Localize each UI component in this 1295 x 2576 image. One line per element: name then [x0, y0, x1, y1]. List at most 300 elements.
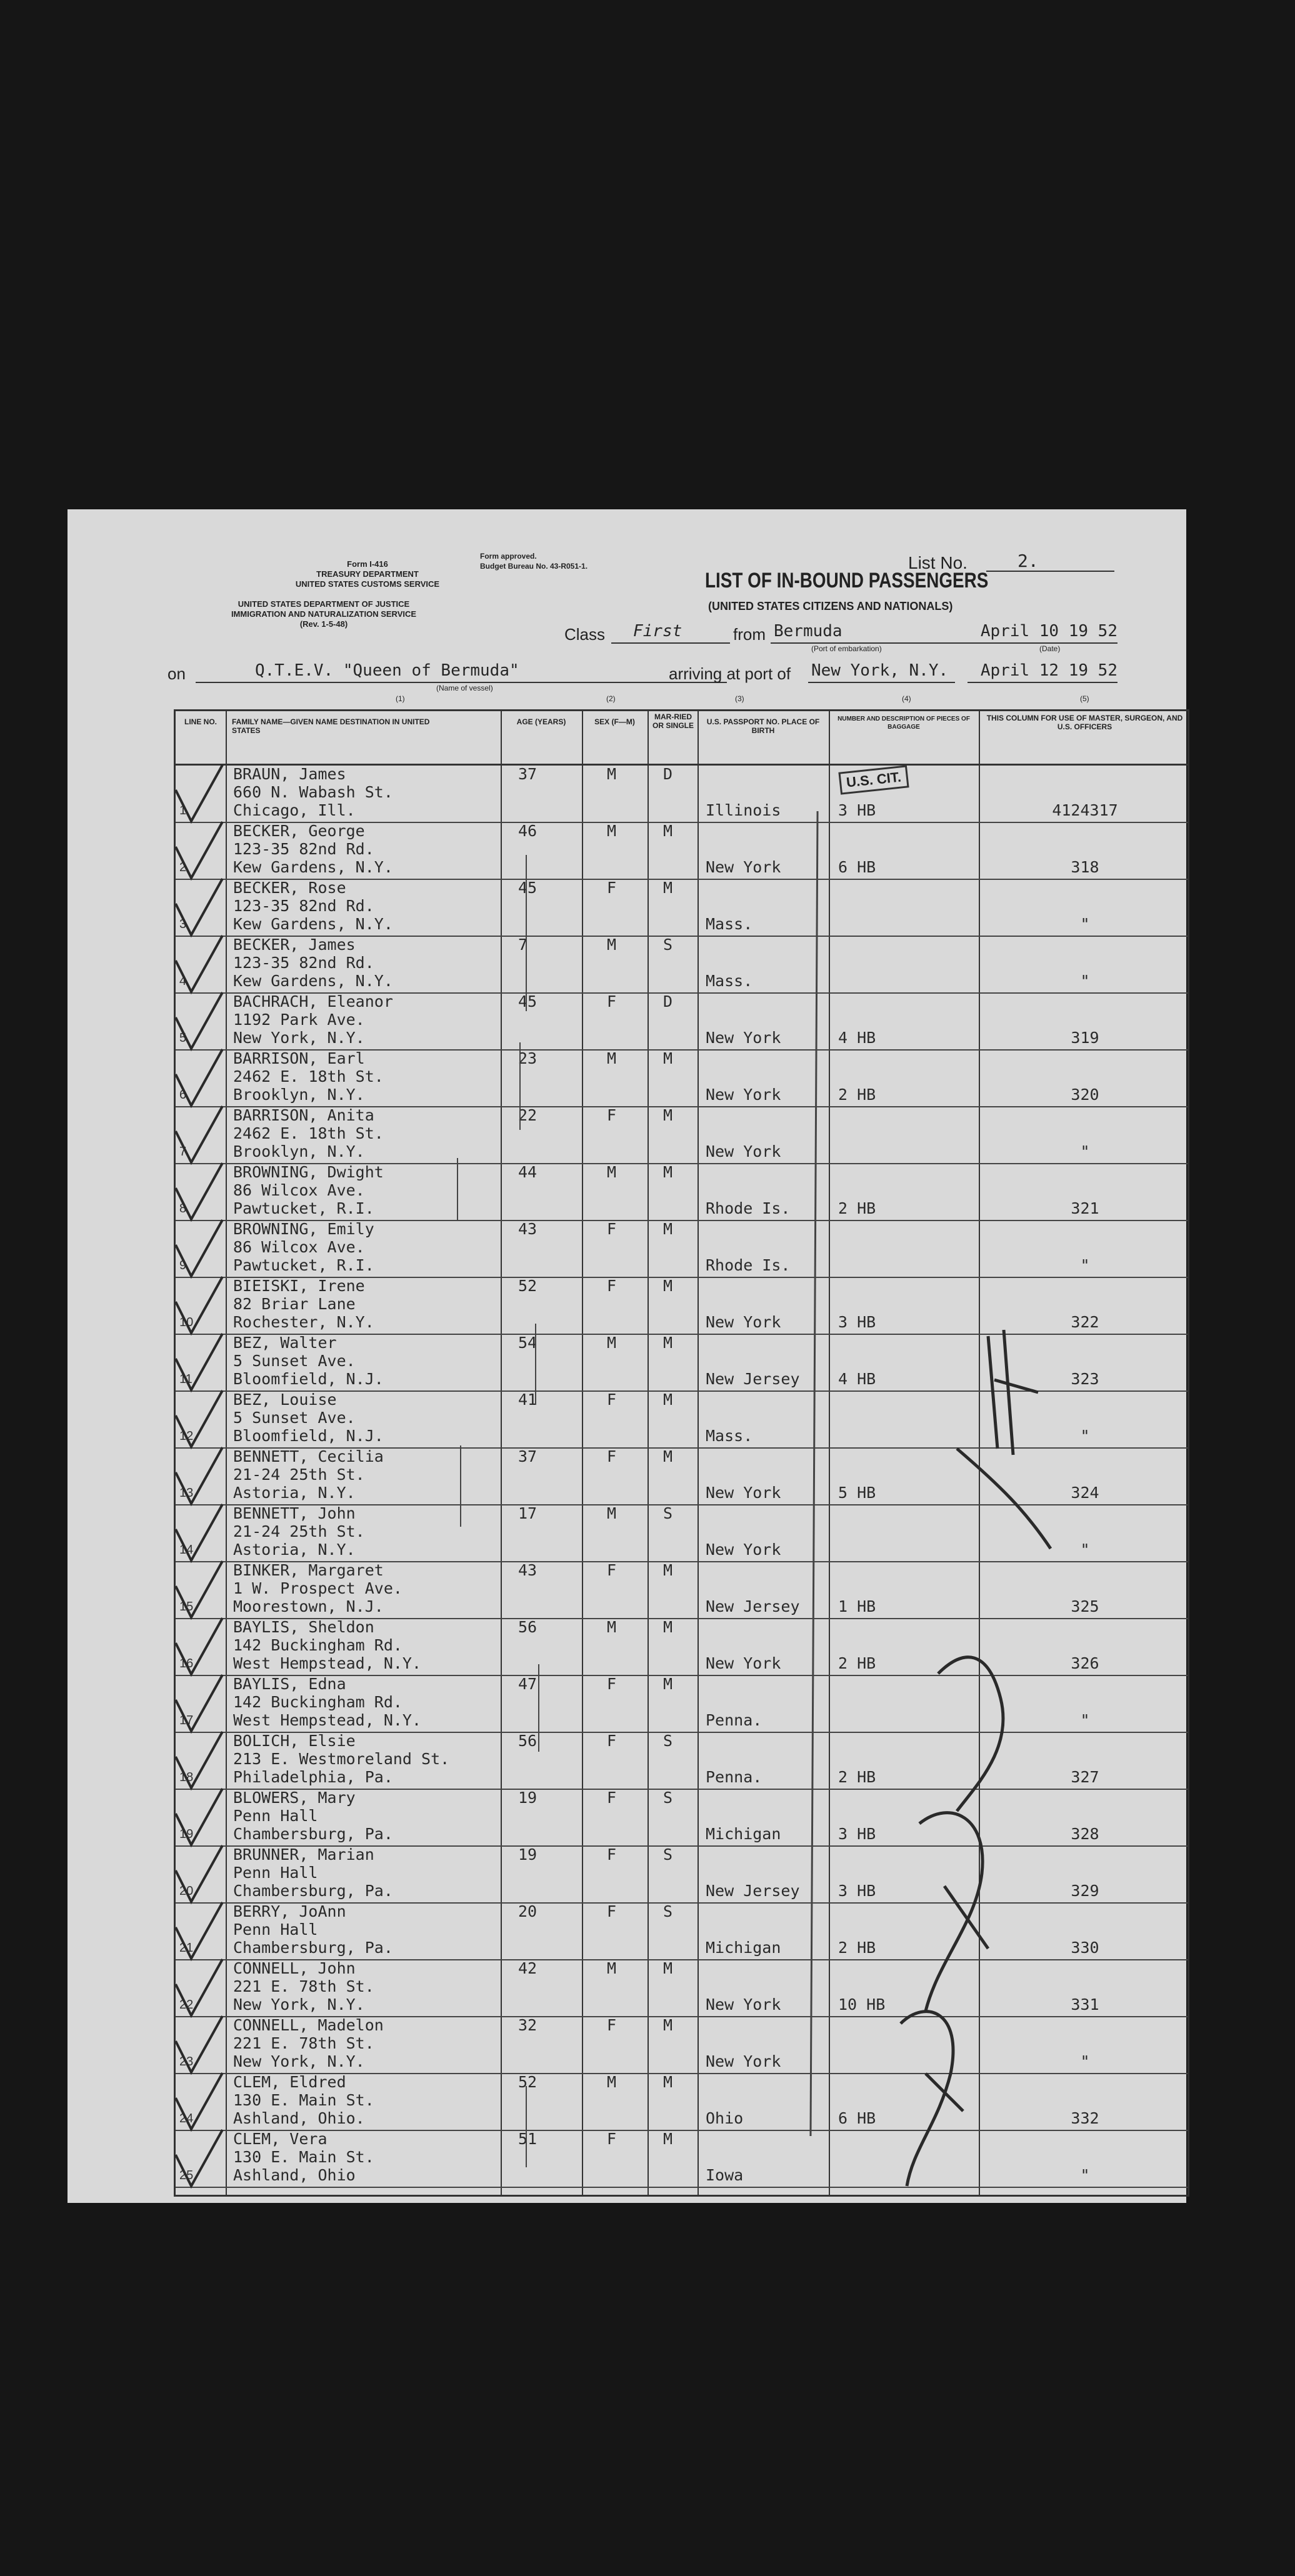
marital-status: M [663, 1618, 673, 1636]
baggage: 2 HB [838, 1199, 876, 1217]
age: 43 [518, 1220, 538, 1238]
marital-status: M [663, 2130, 673, 2148]
inspector-signature [863, 1324, 1113, 2199]
check-mark [176, 2130, 222, 2186]
check-mark [176, 1163, 222, 1219]
check-mark [176, 2016, 222, 2072]
sex: M [607, 1959, 617, 1977]
age: 19 [518, 1789, 538, 1807]
table-row [176, 936, 1188, 994]
check-mark [176, 1618, 222, 1674]
address-street: 82 Briar Lane [233, 1295, 356, 1313]
address-street: 1 W. Prospect Ave. [233, 1579, 402, 1597]
check-mark [176, 2073, 222, 2129]
marital-status: M [663, 1561, 673, 1579]
header-age: AGE (YEARS) [516, 717, 566, 726]
baggage: 6 HB [838, 2109, 876, 2127]
baggage: 3 HB [838, 1313, 876, 1331]
sex: F [607, 1732, 617, 1750]
address-street: 130 E. Main St. [233, 2148, 374, 2166]
officer-number: " [1080, 2052, 1090, 2070]
address-city: Rochester, N.Y. [233, 1313, 374, 1331]
address-street: 5 Sunset Ave. [233, 1352, 356, 1370]
check-mark [176, 1049, 222, 1106]
passenger-table [174, 709, 1189, 2197]
sex: F [607, 992, 617, 1011]
sex: F [607, 879, 617, 897]
baggage: 2 HB [838, 1768, 876, 1786]
sex: M [607, 1163, 617, 1181]
check-mark [176, 1732, 222, 1788]
address-city: Bloomfield, N.J. [233, 1427, 384, 1445]
address-city: New York, N.Y. [233, 1995, 365, 2014]
address-street: 221 E. 78th St. [233, 1977, 374, 1995]
class-label: Class [564, 625, 606, 644]
list-title: LIST OF IN-BOUND PASSENGERS [705, 569, 989, 592]
passenger-name: BRUNNER, Marian [233, 1845, 374, 1864]
age: 20 [518, 1902, 538, 1920]
ins-service: IMMIGRATION AND NATURALIZATION SERVICE [231, 609, 417, 619]
age: 17 [518, 1504, 538, 1522]
place-of-birth: New York [706, 1142, 781, 1161]
place-of-birth: New Jersey [706, 1882, 800, 1900]
place-of-birth: New York [706, 1654, 781, 1672]
treasury-dept: TREASURY DEPARTMENT [316, 569, 419, 579]
header-married: MAR-RIED OR SINGLE [652, 712, 694, 730]
line-number: 12 [179, 1429, 194, 1443]
officer-number: 323 [1071, 1370, 1099, 1388]
officer-number: 332 [1071, 2109, 1099, 2127]
budget-bureau: Budget Bureau No. 43-R051-1. [480, 562, 588, 571]
line-number: 17 [179, 1714, 194, 1727]
address-street: 130 E. Main St. [233, 2091, 374, 2109]
sex: F [607, 2016, 617, 2034]
baggage: 3 HB [838, 1882, 876, 1900]
marital-status: M [663, 879, 673, 897]
age: 45 [518, 992, 538, 1011]
place-of-birth: Mass. [706, 1427, 753, 1445]
arrival-port: New York, N.Y. [811, 661, 949, 680]
address-city: Astoria, N.Y. [233, 1540, 356, 1559]
officer-number: 326 [1071, 1654, 1099, 1672]
passenger-name: BECKER, Rose [233, 879, 346, 897]
baggage: 2 HB [838, 1939, 876, 1957]
sex: F [607, 1390, 617, 1409]
address-street: 86 Wilcox Ave. [233, 1238, 365, 1256]
justice-dept: UNITED STATES DEPARTMENT OF JUSTICE [238, 599, 410, 609]
age: 23 [518, 1049, 538, 1067]
age: 47 [518, 1675, 538, 1693]
date-caption: (Date) [1039, 644, 1061, 653]
place-of-birth: New York [706, 858, 781, 876]
officer-number: 4124317 [1052, 801, 1118, 819]
address-street: 142 Buckingham Rd. [233, 1693, 402, 1711]
line-number: 9 [179, 1259, 187, 1272]
marital-status: M [663, 1447, 673, 1465]
place-of-birth: Mass. [706, 972, 753, 990]
officer-number: 324 [1071, 1484, 1099, 1502]
age: 7 [518, 936, 528, 954]
officer-number: 322 [1071, 1313, 1099, 1331]
marital-status: M [663, 2073, 673, 2091]
form-approved: Form approved. [480, 552, 537, 561]
address-city: Pawtucket, R.I. [233, 1199, 374, 1217]
check-mark [176, 1334, 222, 1390]
arriving-label: arriving at port of [669, 664, 791, 683]
baggage: 4 HB [838, 1029, 876, 1047]
header-passport: U.S. PASSPORT NO. PLACE OF BIRTH [706, 717, 820, 735]
address-city: Moorestown, N.J. [233, 1597, 384, 1615]
sex: F [607, 1845, 617, 1864]
address-city: Astoria, N.Y. [233, 1484, 356, 1502]
address-city: Kew Gardens, N.Y. [233, 858, 393, 876]
address-city: Brooklyn, N.Y. [233, 1086, 365, 1104]
list-no-value: 2. [1018, 551, 1039, 571]
age: 41 [518, 1390, 538, 1409]
line-number: 23 [179, 2055, 194, 2069]
address-city: New York, N.Y. [233, 1029, 365, 1047]
place-of-birth: New York [706, 1313, 781, 1331]
header-name: FAMILY NAME—GIVEN NAME DESTINATION IN UNITED STATES [232, 717, 430, 735]
baggage: 2 HB [838, 1654, 876, 1672]
age: 51 [518, 2130, 538, 2148]
line-number: 19 [179, 1827, 194, 1841]
table-row [176, 822, 1188, 880]
address-city: Pawtucket, R.I. [233, 1256, 374, 1274]
passenger-name: CONNELL, John [233, 1959, 356, 1977]
address-street: 86 Wilcox Ave. [233, 1181, 365, 1199]
sex: F [607, 1561, 617, 1579]
passenger-name: BECKER, James [233, 936, 356, 954]
passenger-name: BECKER, George [233, 822, 365, 840]
address-city: Ashland, Ohio. [233, 2109, 365, 2127]
revision: (Rev. 1-5-48) [299, 619, 348, 629]
table-row [176, 1220, 1188, 1278]
baggage: 3 HB [838, 1825, 876, 1843]
age: 45 [518, 879, 538, 897]
sex: M [607, 1504, 617, 1522]
line-number: 5 [179, 1031, 187, 1045]
officer-number: 321 [1071, 1199, 1099, 1217]
address-street: 2462 E. 18th St. [233, 1067, 384, 1086]
sex: F [607, 1277, 617, 1295]
marital-status: M [663, 822, 673, 840]
line-number: 10 [179, 1315, 194, 1329]
address-street: 221 E. 78th St. [233, 2034, 374, 2052]
baggage: 4 HB [838, 1370, 876, 1388]
age: 19 [518, 1845, 538, 1864]
passenger-name: BLOWERS, Mary [233, 1789, 356, 1807]
marital-status: M [663, 1163, 673, 1181]
sex: F [607, 1675, 617, 1693]
check-mark [176, 1220, 222, 1276]
officer-number: " [1080, 1711, 1090, 1729]
line-number: 6 [179, 1088, 187, 1102]
line-number: 22 [179, 1998, 194, 2012]
baggage: 6 HB [838, 858, 876, 876]
address-city: Philadelphia, Pa. [233, 1768, 393, 1786]
place-of-birth: New York [706, 1029, 781, 1047]
age: 56 [518, 1732, 538, 1750]
marital-status: M [663, 1959, 673, 1977]
marital-status: M [663, 1106, 673, 1124]
line-number: 18 [179, 1770, 194, 1784]
header-officers: THIS COLUMN FOR USE OF MASTER, SURGEON, AND U.S. OFFICERS [986, 714, 1183, 731]
officer-number: 329 [1071, 1882, 1099, 1900]
embarkation-caption: (Port of embarkation) [811, 644, 882, 653]
marital-status: S [663, 1732, 673, 1750]
manifest-sheet [68, 509, 1186, 2203]
passenger-name: CLEM, Eldred [233, 2073, 346, 2091]
address-street: Penn Hall [233, 1807, 318, 1825]
address-city: Chambersburg, Pa. [233, 1882, 393, 1900]
check-mark [176, 1106, 222, 1162]
line-number: 13 [179, 1486, 194, 1500]
place-of-birth: Rhode Is. [706, 1199, 791, 1217]
table-row [176, 992, 1188, 1051]
address-city: Chicago, Ill. [233, 801, 356, 819]
age: 32 [518, 2016, 538, 2034]
passenger-name: CONNELL, Madelon [233, 2016, 384, 2034]
passenger-name: BENNETT, Cecilia [233, 1447, 384, 1465]
check-mark [176, 992, 222, 1049]
address-city: Bloomfield, N.J. [233, 1370, 384, 1388]
sex: F [607, 1106, 617, 1124]
table-row [176, 1106, 1188, 1164]
embark-date: April 10 19 52 [980, 622, 1118, 641]
place-of-birth: Michigan [706, 1825, 781, 1843]
place-of-birth: New York [706, 2052, 781, 2070]
address-street: 123-35 82nd Rd. [233, 897, 374, 915]
check-mark [176, 1277, 222, 1333]
place-of-birth: Illinois [706, 801, 781, 819]
place-of-birth: Rhode Is. [706, 1256, 791, 1274]
address-street: 142 Buckingham Rd. [233, 1636, 402, 1654]
marital-status: M [663, 1675, 673, 1693]
check-mark [176, 1902, 222, 1959]
officer-number: " [1080, 915, 1090, 933]
sex: M [607, 822, 617, 840]
passenger-name: BINKER, Margaret [233, 1561, 384, 1579]
sex: M [607, 2073, 617, 2091]
address-city: Brooklyn, N.Y. [233, 1142, 365, 1161]
passenger-name: BROWNING, Dwight [233, 1163, 384, 1181]
place-of-birth: Ohio [706, 2109, 744, 2127]
marital-status: S [663, 1845, 673, 1864]
line-number: 14 [179, 1543, 194, 1557]
address-street: 213 E. Westmoreland St. [233, 1750, 450, 1768]
marital-status: S [663, 936, 673, 954]
marital-status: D [663, 992, 673, 1011]
officer-number: " [1080, 1427, 1090, 1445]
line-number: 3 [179, 917, 187, 931]
vessel-name: Q.T.E.V. "Queen of Bermuda" [255, 661, 519, 680]
check-mark [176, 1447, 222, 1504]
address-city: Chambersburg, Pa. [233, 1939, 393, 1957]
passenger-name: BARRISON, Earl [233, 1049, 365, 1067]
address-street: 2462 E. 18th St. [233, 1124, 384, 1142]
line-number: 25 [179, 2169, 194, 2182]
marital-status: S [663, 1504, 673, 1522]
check-mark [176, 1959, 222, 2015]
sex: M [607, 1049, 617, 1067]
marital-status: M [663, 1049, 673, 1067]
from-label: from [733, 625, 766, 644]
line-number: 21 [179, 1941, 194, 1955]
marital-status: D [663, 765, 673, 783]
place-of-birth: New York [706, 1086, 781, 1104]
place-of-birth: Penna. [706, 1768, 762, 1786]
line-number: 16 [179, 1657, 194, 1670]
sex: M [607, 765, 617, 783]
passenger-name: BRAUN, James [233, 765, 346, 783]
passenger-name: BOLICH, Elsie [233, 1732, 356, 1750]
address-street: 1192 Park Ave. [233, 1011, 365, 1029]
officer-number: " [1080, 972, 1090, 990]
address-city: Kew Gardens, N.Y. [233, 972, 393, 990]
age: 37 [518, 1447, 538, 1465]
sex: M [607, 1618, 617, 1636]
check-mark [176, 1561, 222, 1617]
line-number: 2 [179, 861, 187, 874]
marital-status: M [663, 1334, 673, 1352]
officer-number: " [1080, 1256, 1090, 1274]
age: 52 [518, 1277, 538, 1295]
officer-number: 327 [1071, 1768, 1099, 1786]
marital-status: M [663, 1220, 673, 1238]
age: 46 [518, 822, 538, 840]
place-of-birth: New York [706, 1995, 781, 2014]
marital-status: M [663, 1277, 673, 1295]
col-num-5: (5) [1080, 694, 1089, 703]
marital-status: S [663, 1902, 673, 1920]
officer-number: 325 [1071, 1597, 1099, 1615]
officer-number: 328 [1071, 1825, 1099, 1843]
place-of-birth: New Jersey [706, 1597, 800, 1615]
check-mark [176, 1789, 222, 1845]
officer-number: 319 [1071, 1029, 1099, 1047]
customs-service: UNITED STATES CUSTOMS SERVICE [295, 579, 440, 589]
sex: F [607, 2130, 617, 2148]
place-of-birth: Mass. [706, 915, 753, 933]
line-number: 11 [179, 1372, 192, 1386]
line-number: 24 [179, 2112, 194, 2125]
check-mark [176, 822, 222, 878]
place-of-birth: Penna. [706, 1711, 762, 1729]
marital-status: M [663, 1390, 673, 1409]
officer-number: 320 [1071, 1086, 1099, 1104]
check-marks [138, 711, 226, 2199]
age: 56 [518, 1618, 538, 1636]
check-mark [176, 765, 222, 821]
place-of-birth: New York [706, 1484, 781, 1502]
officer-number: " [1080, 2166, 1090, 2184]
passenger-name: BACHRACH, Eleanor [233, 992, 393, 1011]
from-value: Bermuda [774, 622, 842, 641]
arrival-date: April 12 19 52 [980, 661, 1118, 680]
address-street: 123-35 82nd Rd. [233, 840, 374, 858]
header-baggage: NUMBER AND DESCRIPTION OF PIECES OF BAGGAGE [838, 716, 970, 731]
address-street: 660 N. Wabash St. [233, 783, 393, 801]
passenger-name: BAYLIS, Edna [233, 1675, 346, 1693]
sex: M [607, 1334, 617, 1352]
sex: M [607, 936, 617, 954]
passenger-name: BENNETT, John [233, 1504, 356, 1522]
marital-status: S [663, 1789, 673, 1807]
table-row [176, 765, 1188, 823]
baggage: 1 HB [838, 1597, 876, 1615]
age: 22 [518, 1106, 538, 1124]
line-number: 20 [179, 1884, 194, 1898]
on-label: on [168, 664, 186, 683]
check-mark [176, 879, 222, 935]
marital-status: M [663, 2016, 673, 2034]
table-row [176, 1049, 1188, 1107]
header-sex: SEX (F—M) [594, 717, 635, 726]
header-line-no: LINE NO. [184, 717, 217, 726]
passenger-name: BEZ, Walter [233, 1334, 337, 1352]
form-number: Form I-416 [347, 559, 388, 569]
check-mark [176, 936, 222, 992]
us-citizen-stamp: U.S. CIT. [838, 765, 909, 794]
passenger-name: BARRISON, Anita [233, 1106, 374, 1124]
list-subtitle: (UNITED STATES CITIZENS AND NATIONALS) [708, 600, 953, 612]
passenger-name: CLEM, Vera [233, 2130, 328, 2148]
baggage: 5 HB [838, 1484, 876, 1502]
officer-number: 331 [1071, 1995, 1099, 2014]
address-city: West Hempstead, N.Y. [233, 1711, 422, 1729]
table-row [176, 1163, 1188, 1221]
passenger-name: BIEISKI, Irene [233, 1277, 365, 1295]
check-mark [176, 1845, 222, 1902]
line-number: 15 [179, 1600, 194, 1614]
baggage: 2 HB [838, 1086, 876, 1104]
col-num-1: (1) [396, 694, 405, 703]
passenger-name: BEZ, Louise [233, 1390, 337, 1409]
col-num-2: (2) [606, 694, 616, 703]
sex: F [607, 1447, 617, 1465]
col-num-3: (3) [735, 694, 744, 703]
place-of-birth: New York [706, 1540, 781, 1559]
list-no-label: List No. [908, 553, 968, 572]
sex: F [607, 1789, 617, 1807]
officer-number: " [1080, 1540, 1090, 1559]
officer-number: 330 [1071, 1939, 1099, 1957]
passenger-name: BROWNING, Emily [233, 1220, 374, 1238]
age: 52 [518, 2073, 538, 2091]
check-mark [176, 1675, 222, 1731]
line-number: 8 [179, 1202, 187, 1216]
passenger-name: BERRY, JoAnn [233, 1902, 346, 1920]
check-mark [176, 1390, 222, 1447]
place-of-birth: Michigan [706, 1939, 781, 1957]
check-mark [176, 1504, 222, 1560]
address-city: Ashland, Ohio [233, 2166, 356, 2184]
place-of-birth: New Jersey [706, 1370, 800, 1388]
age: 37 [518, 765, 538, 783]
age: 42 [518, 1959, 538, 1977]
address-street: Penn Hall [233, 1920, 318, 1939]
age: 44 [518, 1163, 538, 1181]
officer-number: " [1080, 1142, 1090, 1161]
table-row [176, 879, 1188, 937]
age: 54 [518, 1334, 538, 1352]
address-city: New York, N.Y. [233, 2052, 365, 2070]
line-number: 7 [179, 1145, 187, 1159]
age: 43 [518, 1561, 538, 1579]
address-city: Chambersburg, Pa. [233, 1825, 393, 1843]
sex: F [607, 1220, 617, 1238]
